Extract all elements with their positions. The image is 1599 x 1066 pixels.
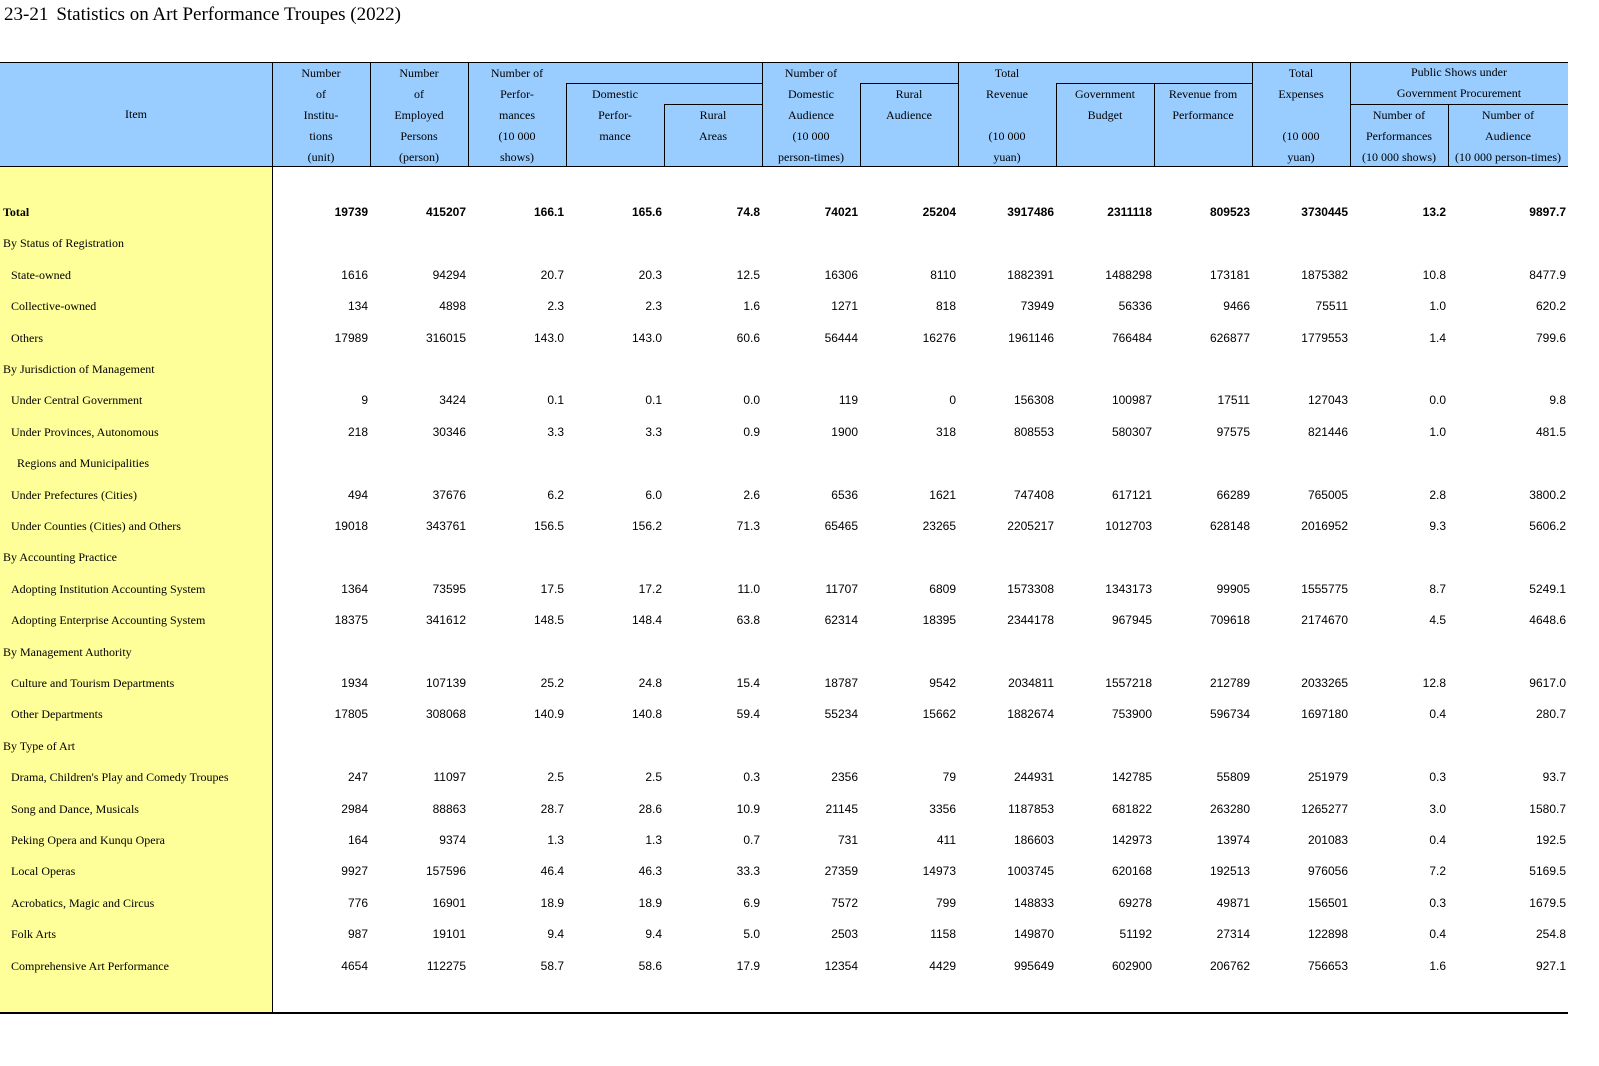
table-cell: 1364	[341, 582, 368, 596]
table-cell: 11097	[433, 770, 466, 784]
table-cell: 93.7	[1542, 770, 1566, 784]
table-cell: 5169.5	[1529, 864, 1566, 878]
table-cell: 6536	[831, 488, 858, 502]
table-cell: 66289	[1216, 488, 1250, 502]
table-cell: 0.3	[1429, 770, 1446, 784]
row-label: Under Counties (Cities) and Others	[11, 519, 181, 533]
table-cell: 1961146	[1008, 331, 1054, 345]
table-cell: 2033265	[1301, 676, 1348, 690]
table-cell: 3356	[929, 802, 956, 816]
table-cell: 1679.5	[1529, 896, 1566, 910]
table-cell: 56444	[824, 331, 858, 345]
table-cell: 9897.7	[1529, 205, 1566, 219]
table-cell: 1621	[929, 488, 956, 502]
table-cell: 14973	[922, 864, 956, 878]
table-cell: 4898	[439, 299, 466, 313]
table-cell: 415207	[425, 205, 466, 219]
table-cell: 9617.0	[1529, 676, 1566, 690]
table-cell: 1557218	[1105, 676, 1152, 690]
table-cell: 9.3	[1429, 519, 1446, 533]
table-cell: 18.9	[638, 896, 662, 910]
table-cell: 6809	[929, 582, 956, 596]
table-cell: 218	[347, 425, 368, 439]
table-cell: 1.4	[1429, 331, 1446, 345]
table-cell: 1.6	[1429, 959, 1446, 973]
table-cell: 731	[837, 833, 858, 847]
table-cell: 17.9	[736, 959, 760, 973]
table-cell: 0.7	[743, 833, 760, 847]
table-cell: 809523	[1209, 205, 1250, 219]
header-domestic-audience: Number of Domestic Audience (10 000 person-times)	[778, 66, 844, 164]
table-cell: 1573308	[1007, 582, 1054, 596]
table-cell: 494	[347, 488, 368, 502]
header-rural-areas: Rural Areas	[699, 108, 727, 143]
table-cell: 8477.9	[1529, 268, 1566, 282]
table-cell: 247	[347, 770, 368, 784]
table-cell: 192513	[1209, 864, 1250, 878]
row-label: By Type of Art	[3, 739, 75, 753]
table-cell: 343761	[425, 519, 466, 533]
table-cell: 212789	[1209, 676, 1250, 690]
table-cell: 1580.7	[1529, 802, 1566, 816]
table-cell: 15.4	[736, 676, 760, 690]
table-cell: 60.6	[736, 331, 760, 345]
table-cell: 79	[942, 770, 956, 784]
table-cell: 1.3	[645, 833, 662, 847]
table-cell: 709618	[1209, 613, 1250, 627]
table-cell: 12.5	[736, 268, 760, 282]
table-cell: 55809	[1216, 770, 1250, 784]
table-cell: 7572	[831, 896, 858, 910]
table-cell: 808553	[1013, 425, 1054, 439]
table-cell: 1.3	[547, 833, 564, 847]
header-rural-audience: Rural Audience	[886, 87, 932, 122]
table-cell: 94294	[432, 268, 466, 282]
table-cell: 987	[347, 927, 368, 941]
table-cell: 46.4	[540, 864, 564, 878]
table-cell: 2984	[341, 802, 368, 816]
table-cell: 756653	[1307, 959, 1348, 973]
table-cell: 15662	[922, 707, 956, 721]
table-cell: 2311118	[1107, 205, 1152, 219]
table-cell: 10.8	[1422, 268, 1446, 282]
table-cell: 0.3	[743, 770, 760, 784]
table-cell: 626877	[1209, 331, 1250, 345]
table-cell: 620168	[1111, 864, 1152, 878]
table-cell: 49871	[1216, 896, 1250, 910]
table-cell: 56336	[1118, 299, 1152, 313]
table-cell: 3.3	[547, 425, 564, 439]
table-cell: 10.9	[736, 802, 760, 816]
table-cell: 821446	[1307, 425, 1348, 439]
table-cell: 7.2	[1429, 864, 1446, 878]
table-cell: 173181	[1209, 268, 1250, 282]
table-cell: 580307	[1111, 425, 1152, 439]
table-cell: 1158	[930, 927, 956, 941]
table-cell: 765005	[1307, 488, 1348, 502]
row-label: By Status of Registration	[3, 236, 124, 250]
table-cell: 1265277	[1301, 802, 1348, 816]
table-cell: 166.1	[533, 205, 564, 219]
table-cell: 51192	[1119, 927, 1152, 941]
table-cell: 17989	[334, 331, 368, 345]
table-cell: 148833	[1013, 896, 1054, 910]
table-cell: 25204	[922, 205, 956, 219]
table-cell: 753900	[1111, 707, 1152, 721]
table-cell: 2344178	[1007, 613, 1054, 627]
table-cell: 3917486	[1007, 205, 1054, 219]
table-cell: 995649	[1013, 959, 1054, 973]
table-cell: 186603	[1013, 833, 1054, 847]
header-total-expenses: Total Expenses (10 000 yuan)	[1278, 66, 1324, 164]
table-cell: 99905	[1216, 582, 1250, 596]
table-cell: 1882674	[1007, 707, 1054, 721]
table-cell: 5249.1	[1529, 582, 1566, 596]
header-total-revenue: Total Revenue (10 000 yuan)	[986, 66, 1028, 164]
table-cell: 13974	[1216, 833, 1250, 847]
table-cell: 2.3	[547, 299, 564, 313]
table-cell: 9	[361, 393, 368, 407]
table-cell: 127043	[1307, 393, 1348, 407]
table-cell: 596734	[1209, 707, 1250, 721]
table-cell: 18.9	[540, 896, 564, 910]
header-public-shows: Public Shows under Government Procurement	[1396, 65, 1522, 100]
table-cell: 318	[935, 425, 956, 439]
table-cell: 156.2	[631, 519, 662, 533]
table-cell: 16901	[432, 896, 466, 910]
row-label: Song and Dance, Musicals	[11, 802, 139, 816]
table-cell: 201083	[1307, 833, 1348, 847]
table-cell: 818	[935, 299, 956, 313]
table-cell: 4648.6	[1529, 613, 1566, 627]
table-cell: 2174670	[1301, 613, 1348, 627]
table-cell: 2034811	[1008, 676, 1054, 690]
table-cell: 4.5	[1429, 613, 1446, 627]
table-cell: 6.2	[547, 488, 564, 502]
table-cell: 5.0	[743, 927, 760, 941]
table-cell: 2.6	[743, 488, 760, 502]
table-cell: 1488298	[1105, 268, 1152, 282]
table-cell: 65465	[824, 519, 858, 533]
table-cell: 12354	[824, 959, 858, 973]
table-cell: 681822	[1111, 802, 1152, 816]
table-cell: 11.0	[737, 582, 760, 596]
row-label: Under Provinces, Autonomous	[11, 425, 159, 439]
header-item: Item	[125, 107, 147, 121]
table-cell: 100987	[1111, 393, 1152, 407]
table-cell: 9927	[341, 864, 368, 878]
statistics-table	[0, 62, 1568, 1014]
table-cell: 143.0	[631, 331, 662, 345]
table-cell: 20.3	[638, 268, 662, 282]
bottom-rule	[0, 1012, 1568, 1014]
table-cell: 157596	[425, 864, 466, 878]
table-cell: 25.2	[540, 676, 564, 690]
table-cell: 134	[347, 299, 368, 313]
table-cell: 97575	[1216, 425, 1250, 439]
table-cell: 140.9	[533, 707, 564, 721]
table-cell: 0.1	[645, 393, 662, 407]
row-label: Total	[3, 205, 30, 219]
table-cell: 0.9	[743, 425, 760, 439]
table-cell: 18375	[334, 613, 368, 627]
table-cell: 33.3	[736, 864, 760, 878]
table-cell: 27314	[1216, 927, 1250, 941]
table-cell: 119	[838, 393, 858, 407]
table-cell: 0.1	[547, 393, 564, 407]
table-cell: 58.6	[638, 959, 662, 973]
row-label: Adopting Enterprise Accounting System	[11, 613, 206, 627]
table-cell: 1343173	[1105, 582, 1152, 596]
table-cell: 411	[936, 833, 956, 847]
table-cell: 148.5	[533, 613, 564, 627]
table-cell: 1697180	[1301, 707, 1348, 721]
table-cell: 55234	[824, 707, 858, 721]
table-cell: 1882391	[1007, 268, 1054, 282]
table-cell: 617121	[1111, 488, 1152, 502]
table-cell: 628148	[1209, 519, 1250, 533]
table-cell: 140.8	[631, 707, 662, 721]
table-cell: 19101	[432, 927, 466, 941]
table-cell: 2503	[831, 927, 858, 941]
row-label: Others	[11, 331, 43, 345]
table-cell: 2205217	[1007, 519, 1054, 533]
table-cell: 122898	[1307, 927, 1348, 941]
table-cell: 17805	[334, 707, 368, 721]
table-cell: 4654	[341, 959, 368, 973]
header-government-budget: Government Budget	[1075, 87, 1135, 122]
table-cell: 17.5	[540, 582, 564, 596]
table-cell: 9.8	[1549, 393, 1566, 407]
table-cell: 244931	[1013, 770, 1054, 784]
table-cell: 143.0	[533, 331, 564, 345]
table-cell: 165.6	[631, 205, 662, 219]
table-cell: 4429	[929, 959, 956, 973]
table-cell: 3424	[439, 393, 466, 407]
table-cell: 30346	[432, 425, 466, 439]
table-cell: 24.8	[638, 676, 662, 690]
row-label: Adopting Institution Accounting System	[11, 582, 206, 596]
table-cell: 2.8	[1429, 488, 1446, 502]
table-cell: 73595	[432, 582, 466, 596]
table-cell: 3800.2	[1529, 488, 1566, 502]
table-cell: 3.0	[1429, 802, 1446, 816]
header-ps-performances: Number of Performances (10 000 shows)	[1362, 108, 1436, 164]
table-cell: 1.0	[1429, 299, 1446, 313]
table-cell: 776	[347, 896, 368, 910]
table-cell: 1.6	[743, 299, 760, 313]
table-cell: 254.8	[1535, 927, 1566, 941]
table-cell: 12.8	[1422, 676, 1446, 690]
row-label: Under Prefectures (Cities)	[11, 488, 137, 502]
header-performances: Number of Perfor- mances (10 000 shows)	[490, 66, 544, 164]
table-cell: 149870	[1013, 927, 1054, 941]
table-cell: 6.9	[743, 896, 760, 910]
table-cell: 58.7	[540, 959, 564, 973]
table-cell: 2.5	[547, 770, 564, 784]
table-cell: 28.6	[638, 802, 662, 816]
table-cell: 148.4	[631, 613, 662, 627]
item-column-rule	[272, 62, 273, 1012]
table-cell: 74.8	[736, 205, 760, 219]
table-cell: 1003745	[1007, 864, 1054, 878]
table-cell: 9.4	[547, 927, 564, 941]
row-label: Acrobatics, Magic and Circus	[11, 896, 155, 910]
header-revenue-from-performance: Revenue from Performance	[1168, 87, 1238, 122]
table-cell: 21145	[825, 802, 858, 816]
table-cell: 71.3	[736, 519, 760, 533]
row-label: Under Central Government	[11, 393, 143, 407]
table-cell: 2.3	[645, 299, 662, 313]
table-cell: 142785	[1111, 770, 1152, 784]
table-cell: 799.6	[1535, 331, 1566, 345]
table-cell: 1934	[341, 676, 368, 690]
table-cell: 766484	[1111, 331, 1152, 345]
table-cell: 308068	[425, 707, 466, 721]
table-cell: 62314	[824, 613, 858, 627]
table-cell: 9542	[929, 676, 956, 690]
table-cell: 799	[935, 896, 956, 910]
table-cell: 3730445	[1301, 205, 1348, 219]
row-label: State-owned	[11, 268, 71, 282]
header-domestic-performance: Domestic Perfor- mance	[592, 87, 638, 143]
table-cell: 69278	[1118, 896, 1152, 910]
table-cell: 88863	[432, 802, 466, 816]
table-cell: 17.2	[638, 582, 662, 596]
table-cell: 16306	[824, 268, 858, 282]
row-label: Collective-owned	[11, 299, 97, 313]
row-label: Regions and Municipalities	[17, 456, 149, 470]
table-cell: 20.7	[540, 268, 564, 282]
table-cell: 1012703	[1105, 519, 1152, 533]
table-cell: 164	[347, 833, 368, 847]
row-label: By Management Authority	[3, 645, 132, 659]
table-cell: 976056	[1307, 864, 1348, 878]
table-cell: 341612	[425, 613, 466, 627]
table-cell: 19739	[334, 205, 368, 219]
table-title: Statistics on Art Performance Troupes (2022)	[56, 4, 401, 25]
table-cell: 17511	[1217, 393, 1250, 407]
table-cell: 1271	[831, 299, 858, 313]
row-label: By Jurisdiction of Management	[3, 362, 155, 376]
row-label: Drama, Children's Play and Comedy Troupes	[11, 770, 229, 784]
table-cell: 1.0	[1429, 425, 1446, 439]
table-cell: 967945	[1111, 613, 1152, 627]
table-cell: 1187853	[1008, 802, 1054, 816]
table-cell: 192.5	[1535, 833, 1566, 847]
table-cell: 142973	[1111, 833, 1152, 847]
table-cell: 156.5	[533, 519, 564, 533]
table-cell: 156501	[1307, 896, 1348, 910]
table-cell: 156308	[1013, 393, 1054, 407]
table-cell: 0.0	[743, 393, 760, 407]
row-label: Comprehensive Art Performance	[11, 959, 169, 973]
table-cell: 37676	[432, 488, 466, 502]
table-cell: 1779553	[1301, 331, 1348, 345]
table-cell: 107139	[425, 676, 466, 690]
table-cell: 73949	[1020, 299, 1054, 313]
header-employed-persons: Number of Employed Persons (person)	[394, 66, 444, 164]
table-cell: 9466	[1223, 299, 1250, 313]
table-cell: 0.4	[1429, 833, 1446, 847]
table-cell: 18395	[922, 613, 956, 627]
table-cell: 13.2	[1422, 205, 1446, 219]
table-cell: 6.0	[645, 488, 662, 502]
table-cell: 2356	[831, 770, 858, 784]
table-cell: 8.7	[1429, 582, 1446, 596]
table-cell: 18787	[824, 676, 858, 690]
table-cell: 251979	[1307, 770, 1348, 784]
header-ps-audience: Number of Audience (10 000 person-times)	[1455, 108, 1561, 164]
table-cell: 11707	[825, 582, 858, 596]
table-cell: 74021	[824, 205, 858, 219]
table-cell: 620.2	[1535, 299, 1566, 313]
table-cell: 316015	[425, 331, 466, 345]
table-cell: 46.3	[638, 864, 662, 878]
table-cell: 280.7	[1535, 707, 1566, 721]
row-label: By Accounting Practice	[3, 550, 117, 564]
table-cell: 112275	[426, 959, 466, 973]
table-cell: 481.5	[1535, 425, 1566, 439]
table-cell: 927.1	[1535, 959, 1566, 973]
table-cell: 1555775	[1301, 582, 1348, 596]
table-cell: 1875382	[1301, 268, 1348, 282]
table-cell: 59.4	[736, 707, 760, 721]
row-label: Folk Arts	[11, 927, 57, 941]
table-cell: 2016952	[1301, 519, 1348, 533]
table-cell: 8110	[930, 268, 956, 282]
table-cell: 263280	[1209, 802, 1250, 816]
table-cell: 2.5	[645, 770, 662, 784]
table-cell: 23265	[922, 519, 956, 533]
table-number: 23-21	[4, 4, 49, 25]
table-cell: 28.7	[540, 802, 564, 816]
table-cell: 0.3	[1429, 896, 1446, 910]
table-cell: 9.4	[645, 927, 662, 941]
table-cell: 0.0	[1429, 393, 1446, 407]
table-cell: 19018	[334, 519, 368, 533]
row-label: Culture and Tourism Departments	[11, 676, 175, 690]
row-label: Peking Opera and Kunqu Opera	[11, 833, 165, 847]
table-cell: 1900	[831, 425, 858, 439]
table-cell: 3.3	[645, 425, 662, 439]
row-label: Local Operas	[11, 864, 76, 878]
table-cell: 1616	[341, 268, 368, 282]
table-cell: 0.4	[1429, 927, 1446, 941]
table-cell: 602900	[1111, 959, 1152, 973]
header-institutions: Number of Institu- tions (unit)	[301, 66, 341, 164]
table-cell: 0.4	[1429, 707, 1446, 721]
row-label: Other Departments	[11, 707, 103, 721]
table-cell: 9374	[439, 833, 466, 847]
table-cell: 0	[949, 393, 956, 407]
page-title	[4, 4, 401, 26]
table-cell: 63.8	[736, 613, 760, 627]
table-cell: 5606.2	[1529, 519, 1566, 533]
table-cell: 747408	[1013, 488, 1054, 502]
table-cell: 75511	[1315, 299, 1348, 313]
table-cell: 27359	[824, 864, 858, 878]
table-cell: 206762	[1209, 959, 1250, 973]
table-cell: 16276	[922, 331, 956, 345]
